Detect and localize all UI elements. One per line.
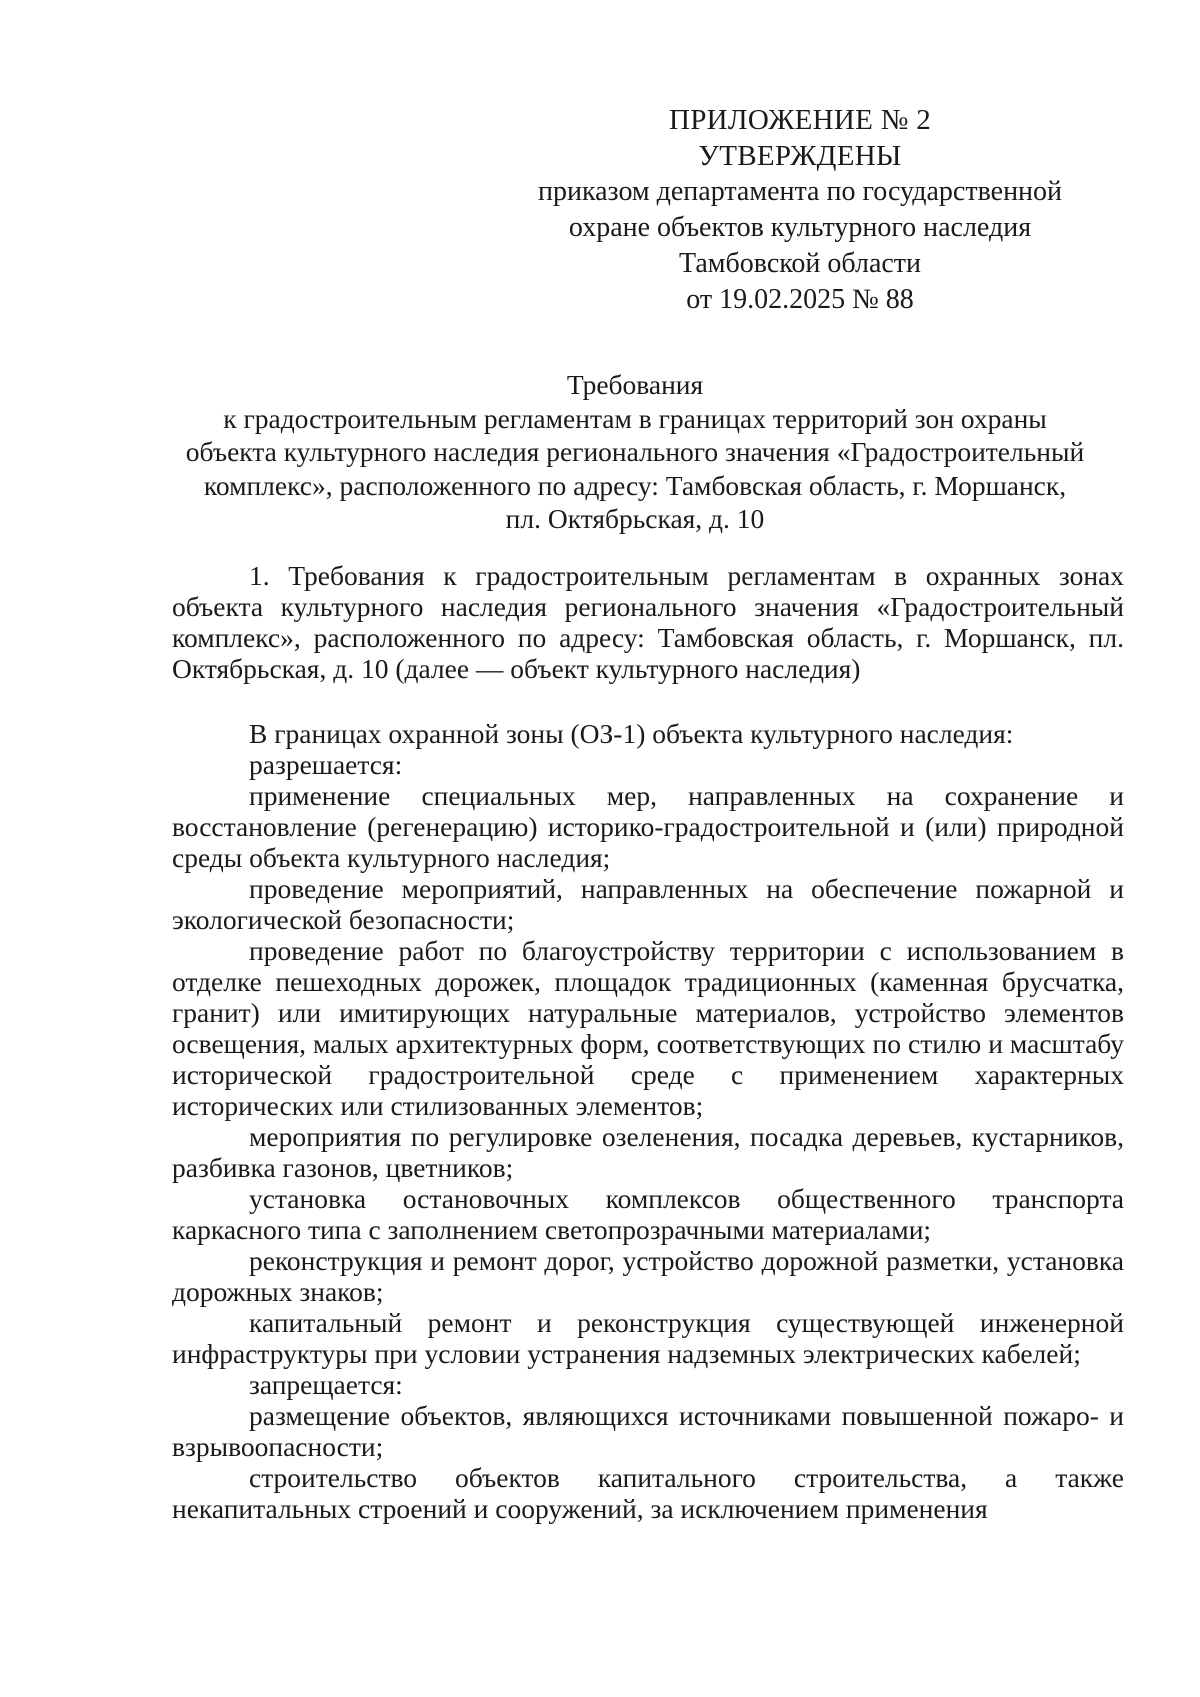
list-item: установка остановочных комплексов общественного транспорта каркасного типа с заполнением светопрозрачными материалами; bbox=[172, 1183, 1124, 1245]
approval-header bbox=[520, 102, 1080, 318]
zone-intro: В границах охранной зоны (ОЗ-1) объекта культурного наследия: bbox=[249, 718, 1014, 749]
list-item: проведение мероприятий, направленных на обеспечение пожарной и экологической безопасности; bbox=[172, 873, 1124, 935]
allowed-heading: разрешается: bbox=[249, 749, 403, 780]
department-line: охране объектов культурного наследия bbox=[568, 212, 1032, 243]
title-heading: Требования bbox=[566, 369, 704, 400]
title-line: к градостроительным регламентам в границах территорий зон охраны bbox=[223, 402, 1047, 434]
list-item: проведение работ по благоустройству территории с использованием в отделке пешеходных дорожек, площадок традиционных (каменная брусчатка, гранит) или имитирующих натуральные материалов, устройство элементов освещения, малых архитектурных форм, соответствующих по стилю и масштабу исторической градостроительной среде с применением характерных исторических или стилизованных элементов; bbox=[172, 935, 1124, 1121]
approved-label: УТВЕРЖДЕНЫ bbox=[698, 140, 902, 172]
title-line: объекта культурного наследия регионального значения «Градостроительный bbox=[185, 436, 1085, 467]
appendix-number: ПРИЛОЖЕНИЕ № 2 bbox=[668, 104, 932, 136]
list-item: капитальный ремонт и реконструкция существующей инженерной инфраструктуры при условии устранения надземных электрических кабелей; bbox=[172, 1307, 1124, 1369]
document-title bbox=[170, 368, 1100, 536]
list-item: размещение объектов, являющихся источниками повышенной пожаро- и взрывоопасности; bbox=[172, 1400, 1124, 1462]
region-line: Тамбовской области bbox=[678, 248, 922, 279]
list-item: реконструкция и ремонт дорог, устройство дорожной разметки, установка дорожных знаков; bbox=[172, 1245, 1124, 1307]
list-item: строительство объектов капитального строительства, а также некапитальных строений и сооружений, за исключением применения bbox=[172, 1462, 1124, 1524]
list-item: применение специальных мер, направленных на сохранение и восстановление (регенерацию) историко-градостроительной и (или) природной среды объекта культурного наследия; bbox=[172, 780, 1124, 873]
forbidden-heading: запрещается: bbox=[249, 1369, 403, 1400]
document-body bbox=[172, 560, 1124, 1524]
order-date: от 19.02.2025 № 88 bbox=[686, 284, 914, 315]
title-line: пл. Октябрьская, д. 10 bbox=[505, 503, 765, 534]
section-paragraph: 1. Требования к градостроительным регламентам в охранных зонах объекта культурного наследия регионального значения «Градостроительный комплекс», расположенного по адресу: Тамбовская область, г. Моршанск, пл. Октябрьская, д. 10 (далее — объект культурного наследия) bbox=[172, 560, 1124, 684]
order-line: приказом департамента по государственной bbox=[537, 176, 1063, 207]
title-line: комплекс», расположенного по адресу: Тамбовская область, г. Моршанск, bbox=[203, 469, 1067, 501]
list-item: мероприятия по регулировке озеленения, посадка деревьев, кустарников, разбивка газонов, цветников; bbox=[172, 1121, 1124, 1183]
